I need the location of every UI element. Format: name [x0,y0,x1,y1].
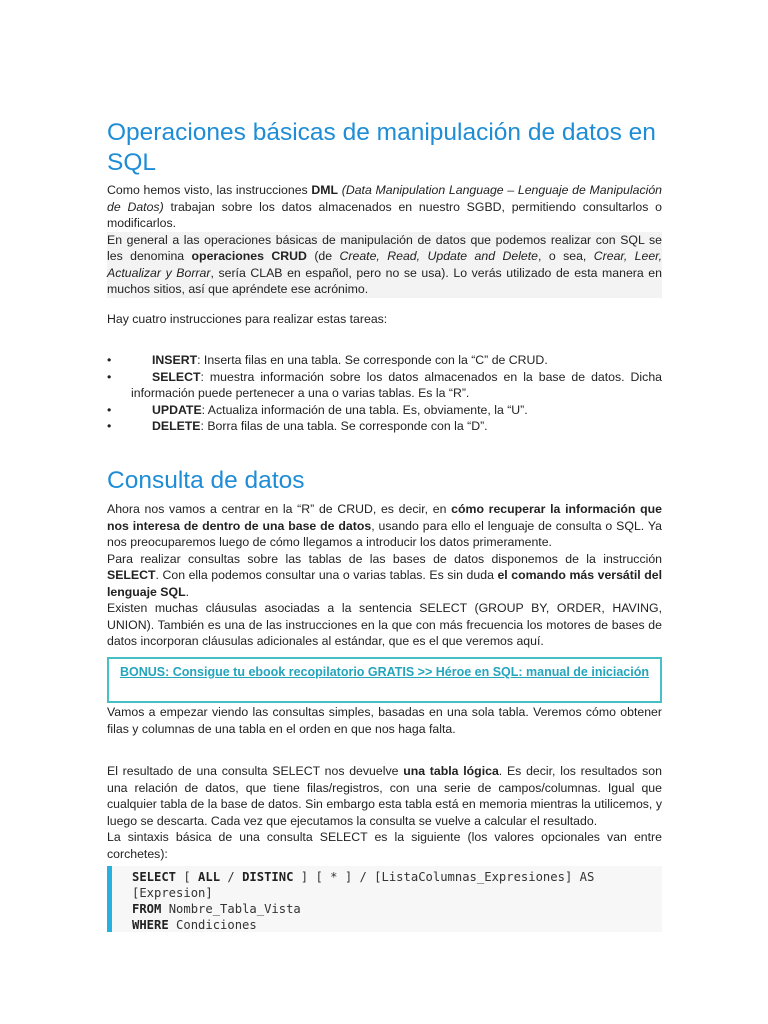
consulta-paragraph-6: La sintaxis básica de una consulta SELECT es la siguiente (los valores opcionales van entre corchetes): [107,830,662,861]
text: Como hemos visto, las instrucciones [107,183,312,197]
code-line [132,901,662,917]
intro-section [107,182,662,298]
consulta-section [107,501,662,650]
consulta-paragraph-2 [107,551,662,601]
consulta-paragraph-4: Vamos a empezar viendo las consultas simples, basadas en una sola tabla. Veremos cómo obtener filas y columnas de una tabla en el orden en que nos haga falta. [107,705,662,736]
text: and [467,249,503,263]
consulta-paragraph-3: Existen muchas cláusulas asociadas a la sentencia SELECT (GROUP BY, ORDER, HAVING, UNION). También es una de las instrucciones en la que con más frecuencia los motores de bases de datos incorporan cláusulas adicionales al estándar, que es el que veremos aquí. [107,601,662,648]
text: trabajan sobre los datos almacenados en nuestro SGBD, permitiendo consultarlos o modificarlos. [107,199,662,230]
bullet-symbol: • [107,419,112,433]
crud-english: Create, Read, Update [339,249,468,263]
intro-paragraph-3: Hay cuatro instrucciones para realizar estas tareas: [107,312,388,326]
code-text: Condiciones [168,918,257,932]
code-keyword: WHERE [132,918,169,932]
emphasis: el comando más versátil del lenguaje SQL [107,568,662,599]
list-keyword: DELETE [152,419,201,433]
list-keyword: UPDATE [152,402,202,417]
text: Ahora nos vamos a centrar en la “R” de CRUD, es decir, en [107,502,452,516]
page-title: Operaciones básicas de manipulación de datos en SQL [107,119,656,176]
consulta-paragraph-1 [107,501,662,551]
code-text: / [220,870,243,884]
text: , sería CLAB en español, pero no se usa). Lo verás utilizado de esta manera en muchos sitios, así que apréndete ese acrónimo. [107,265,662,296]
list-item [107,352,662,369]
code-keyword: FROM [132,902,162,916]
crud-delete: Delete [502,249,539,263]
list-item [107,369,662,402]
text: . [185,584,190,599]
code-text: ] [ * ] / [ListaColumnas_Expresiones] AS [293,870,595,884]
code-block [107,866,662,932]
crud-list [107,352,662,435]
code-line [132,869,662,885]
intro-paragraph-2 [107,232,662,298]
bullet-symbol: • [107,402,112,417]
list-item [107,402,662,419]
list-text: : muestra información sobre los datos almacenados en la base de datos. Dicha información puede pertenecer a una o varias tablas. Es la “R”. [131,369,662,400]
consulta-paragraph-5 [107,763,662,829]
emphasis: cómo recuperar la información que nos interesa de dentro de una base de datos [107,502,663,533]
section-heading: Consulta de datos [107,467,305,494]
bullet-symbol: • [107,369,112,384]
text: . Con ella podemos consultar una o varias tablas. Es sin duda [155,568,498,582]
text: En general a las operaciones básicas de manipulación de datos que podemos realizar con SQL se les denomina [107,232,662,263]
list-keyword: INSERT [152,353,198,367]
crud-spanish: Crear, Leer, Actualizar y Borrar [107,249,662,280]
bonus-banner [107,657,662,703]
text: , usando para ello el lenguaje de consulta o SQL. Ya nos preocuparemos luego de cómo llegamos a introducir los datos primeramente. [107,518,662,549]
crud-term: operaciones CRUD [191,249,307,263]
intro-paragraph-1 [107,182,662,232]
code-text: Nombre_Tabla_Vista [161,902,301,916]
dml-definition: (Data Manipulation Language – Lenguaje de Manipulación de Datos) [107,183,662,214]
code-keyword: DISTINC [242,870,294,884]
text: El resultado de una consulta SELECT nos devuelve [107,764,404,778]
list-keyword: SELECT [152,369,201,384]
code-keyword: SELECT [132,870,177,884]
emphasis: una tabla lógica [403,764,499,778]
consulta-result-section [107,763,662,862]
dml-term: DML [311,183,339,197]
list-item [107,418,662,435]
bullet-symbol: • [107,353,112,367]
list-text: : Inserta filas en una tabla. Se corresponde con la “C” de CRUD. [197,353,548,367]
list-text: : Actualiza información de una tabla. Es, obviamente, la “U”. [201,402,528,417]
code-line [132,917,662,933]
code-keyword: ALL [198,870,221,884]
text: (de [306,249,340,263]
code-line: [Expresion] [132,886,213,900]
select-keyword: SELECT [107,568,156,582]
bonus-link[interactable]: BONUS: Consigue tu ebook recopilatorio GRATIS >> Héroe en SQL: manual de iniciación [119,665,650,679]
text: . Es decir, los resultados son una relación de datos, que tiene filas/registros, con una serie de campos/columnas. Igual que cualquier tabla de la base de datos. Sin embargo esta tabla está en memoria mientras la utilicemos, y luego se descarta. Cada vez que ejecutamos la consulta se vuelve a calcular el resultado. [107,764,662,828]
code-text: [ [176,870,199,884]
text: Para realizar consultas sobre las tablas de las bases de datos disponemos de la instrucción [107,551,662,566]
text: , o sea, [538,249,594,263]
list-text: : Borra filas de una tabla. Se corresponde con la “D”. [200,419,488,433]
